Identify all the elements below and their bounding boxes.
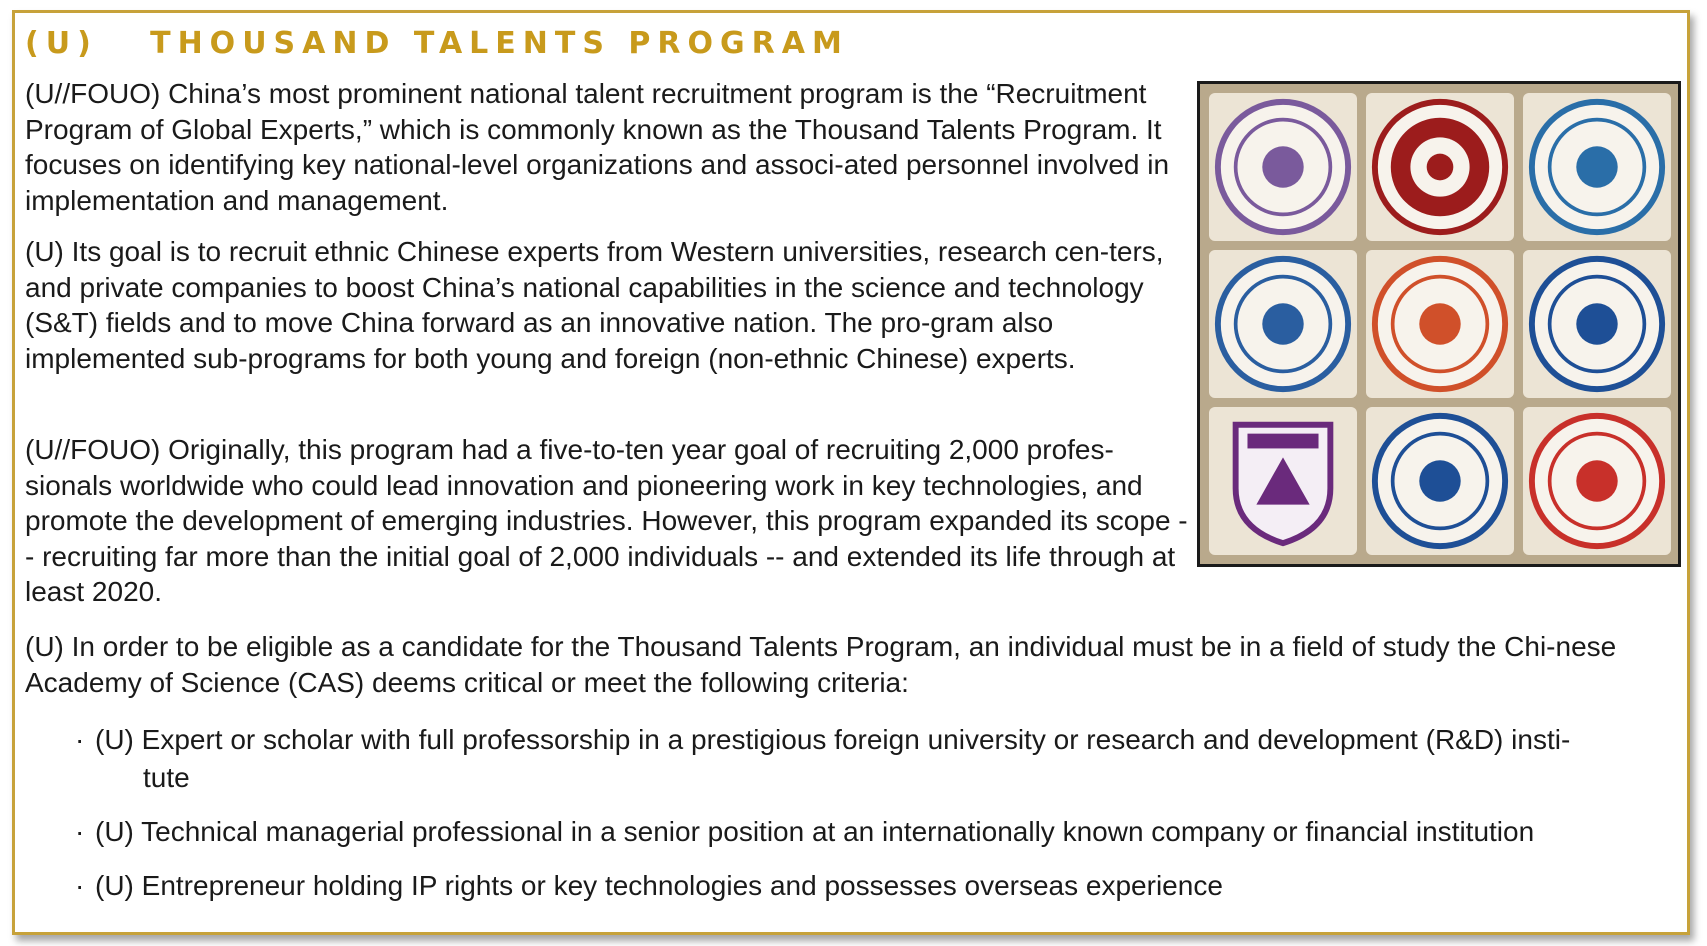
paragraph-3: (U//FOUO) Originally, this program had a five-to-ten year goal of recruiting 2,000 profes-sionals worldwide who could lead innovation and pioneering work in key technologies, and promote the development of emerging industries. However, this program expanded its scope -- recruiting far more than the initial goal of 2,000 individuals -- and extended its life through at least 2020. [25, 434, 1188, 607]
university-logos-image [1197, 81, 1681, 567]
university-seal-logo [1209, 407, 1357, 555]
paragraph-2: (U) Its goal is to recruit ethnic Chinese experts from Western universities, research cen-ters, and private companies to boost China’s national capabilities in the science and technology (S&T) fields and to move China forward as an innovative nation. The pro-gram also implemented sub-programs for both young and foreign (non-ethnic Chinese) experts. [25, 236, 1164, 374]
university-seal-logo [1209, 250, 1357, 398]
list-item-text-continued: tute [143, 762, 190, 793]
document-frame [12, 10, 1690, 935]
list-item [75, 721, 1675, 797]
criteria-list [75, 721, 1675, 921]
paragraph-4: (U) In order to be eligible as a candidate for the Thousand Talents Program, an individual must be in a field of study the Chi-nese Academy of Science (CAS) deems critical or meet the following criteria: [25, 631, 1617, 698]
university-seal-logo [1523, 250, 1671, 398]
university-seal-logo [1523, 93, 1671, 241]
paragraph-1: (U//FOUO) China’s most prominent national talent recruitment program is the “Recruitment Program of Global Experts,” which is commonly known as the Thousand Talents Program. It focuses on identifying key national-level organizations and associ-ated personnel involved in implementation and management. [25, 78, 1170, 216]
university-seal-logo [1366, 250, 1514, 398]
bullet-marker: · [75, 816, 85, 847]
list-item-text: (U) Expert or scholar with full professorship in a prestigious foreign university or research and development (R&D) insti- [95, 724, 1571, 755]
list-item [75, 867, 1675, 905]
university-seal-logo [1366, 93, 1514, 241]
university-seal-logo [1209, 93, 1357, 241]
section-title: (U) THOUSAND TALENTS PROGRAM [25, 26, 849, 61]
university-seal-logo [1366, 407, 1514, 555]
university-seal-logo [1523, 407, 1671, 555]
list-item [75, 813, 1675, 851]
list-item-text: (U) Technical managerial professional in a senior position at an internationally known company or financial institution [95, 816, 1535, 847]
bullet-marker: · [75, 724, 85, 755]
bullet-marker: · [75, 870, 85, 901]
list-item-text: (U) Entrepreneur holding IP rights or key technologies and possesses overseas experience [95, 870, 1223, 901]
